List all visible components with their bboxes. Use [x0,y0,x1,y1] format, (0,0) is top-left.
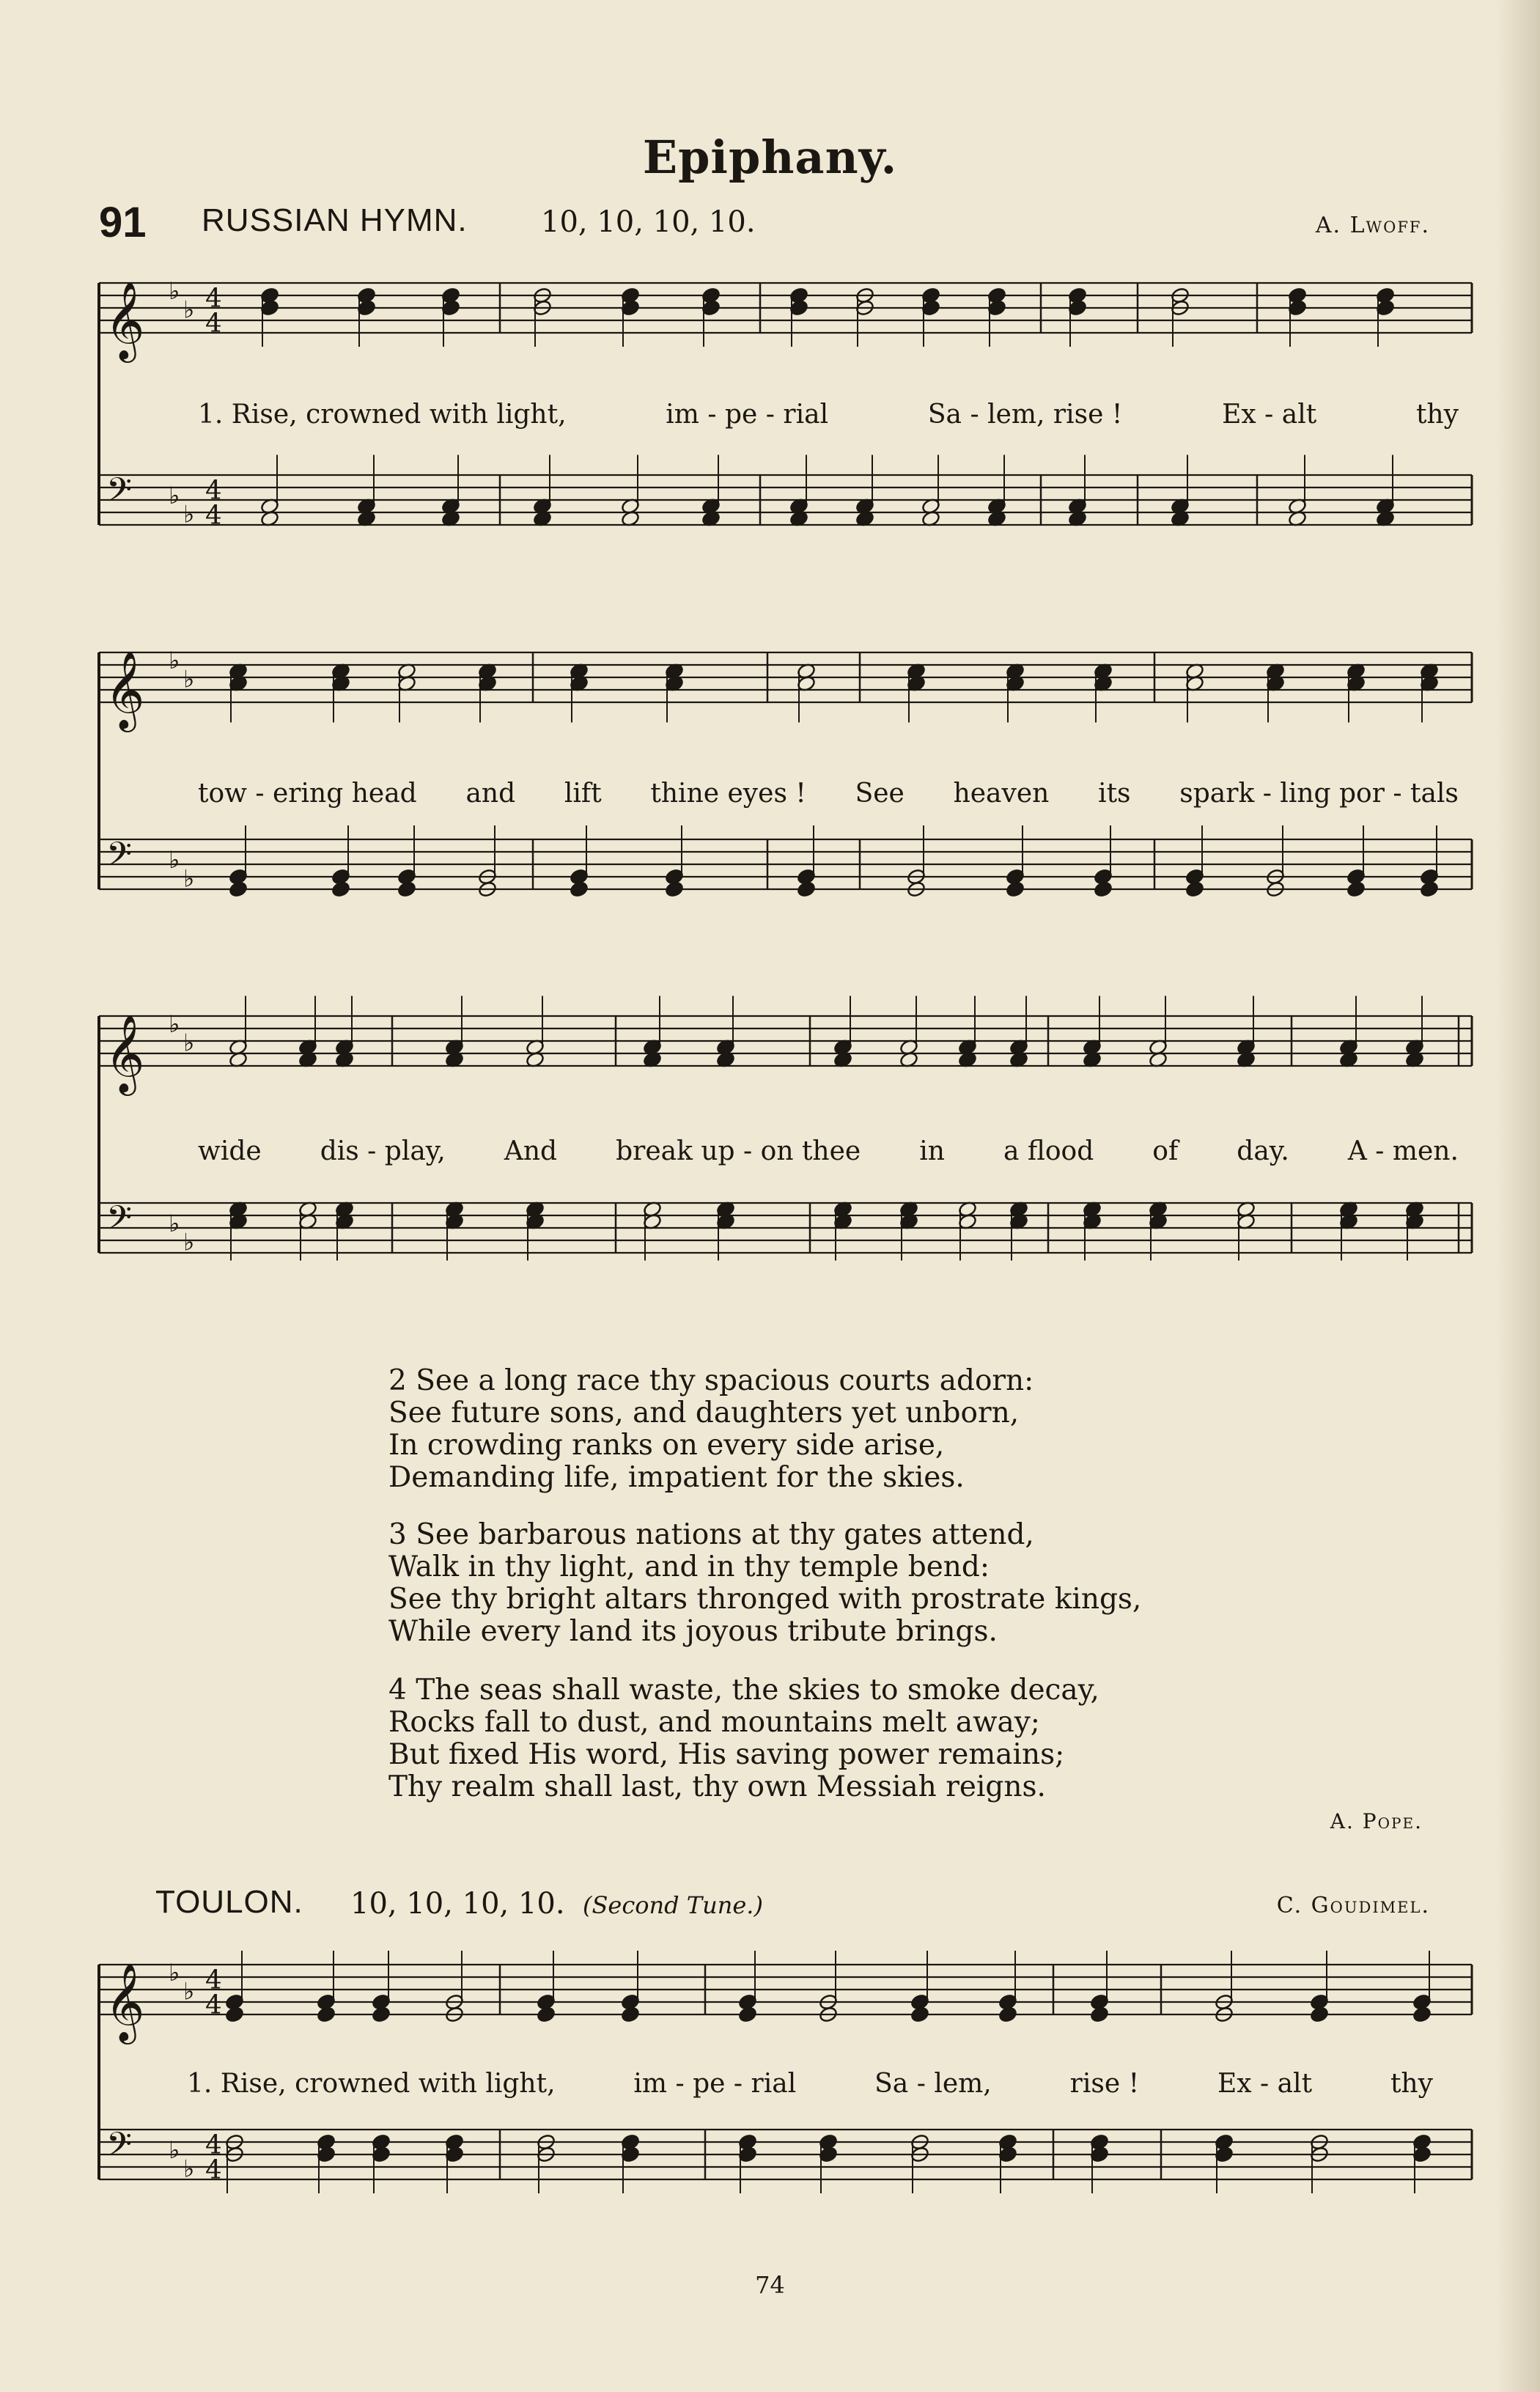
stanza-line: Thy realm shall last, thy own Messiah reigns. [388,1770,1046,1803]
treble-clef-icon: 𝄞 [105,1014,145,1092]
flat-icon: ♭ [169,482,180,510]
time-signature-digit: 4 [205,283,222,314]
meter: 10, 10, 10, 10. [541,205,756,239]
note-head [1412,2006,1432,2023]
second-tune-note: (Second Tune.) [583,1891,763,1919]
note-head [397,880,417,898]
lyric-syllables: thine eyes ! [650,779,806,809]
lyric-syllables: A - men. [1347,1136,1459,1166]
note-head [910,2006,930,2023]
flat-icon: ♭ [169,1210,180,1238]
stanza-line: Demanding life, impatient for the skies. [388,1461,965,1494]
lyric-syllables: rise ! [1069,2069,1140,2099]
note-head [797,880,817,898]
flat-icon: ♭ [183,864,195,893]
page-number: 74 [755,2271,785,2299]
flat-icon: ♭ [169,1959,180,1987]
flat-icon: ♭ [169,2136,180,2165]
flat-icon: ♭ [183,2154,195,2183]
lyric-line-3 [198,1136,1459,1166]
flat-icon: ♭ [169,277,180,306]
lyric-syllables: thy [1390,2069,1433,2099]
lyric-syllables: tow - ering head [198,779,417,809]
time-signature-digit: 4 [205,2130,222,2160]
flat-icon: ♭ [169,1010,180,1039]
stanza-line: In crowding ranks on every side arise, [388,1429,945,1462]
lyric-syllables: im - pe - rial [633,2069,797,2099]
lyric-syllables: Ex - alt [1217,2069,1313,2099]
tune-name: RUSSIAN HYMN. [202,202,468,238]
stanza-line: While every land its joyous tribute brings. [388,1615,998,1648]
lyric-syllables: dis - play, [320,1136,446,1166]
section-title: Epiphany. [642,130,898,184]
lyric-syllables: 1. Rise, crowned with light, [187,2069,556,2099]
time-signature-digit: 4 [205,500,222,531]
lyric-syllables: Ex - alt [1222,400,1317,430]
time-signature-digit: 4 [205,1990,222,2020]
note-head [225,2006,245,2023]
lyric-syllables: thy [1415,400,1459,430]
note-head [1346,880,1366,898]
lyric-syllables: Sa - lem, rise ! [927,400,1123,430]
bass-clef-icon: 𝄢 [106,2125,132,2172]
flat-icon: ♭ [183,1977,195,2006]
lyric-line-1 [198,400,1459,430]
lyric-syllables: Sa - lem, [874,2069,992,2099]
lyric-syllables: lift [564,779,602,809]
note-head [229,880,248,898]
hymn-number: 91 [99,199,147,246]
stanza-line: Rocks fall to dust, and mountains melt away; [388,1706,1040,1739]
treble-clef-icon: 𝄞 [105,281,145,359]
lyric-syllables: And [504,1136,558,1166]
note-head [317,2006,336,2023]
text-author: A. Pope. [1330,1809,1423,1833]
note-head [998,2006,1018,2023]
lyric-syllables: day. [1237,1136,1289,1166]
stanza-2 [388,1365,1034,1494]
bass-clef-icon: 𝄢 [106,835,132,882]
note-head [372,2006,391,2023]
flat-icon: ♭ [183,500,195,529]
treble-clef-icon: 𝄞 [105,650,145,729]
stanza-line: 3 See barbarous nations at thy gates attend, [388,1518,1034,1551]
second-tune-meter: 10, 10, 10, 10. [350,1887,565,1921]
note-head [1420,880,1440,898]
note-head [537,2006,556,2023]
lyric-syllables: and [465,779,516,809]
note-head [1090,2006,1110,2023]
lyric-syllables: 1. Rise, crowned with light, [198,400,567,430]
stanza-line: But fixed His word, His saving power remains; [388,1738,1065,1771]
flat-icon: ♭ [183,1028,195,1057]
note-head [738,2006,758,2023]
lyric-syllables: heaven [953,779,1050,809]
stanza-line: Walk in thy light, and in thy temple bend: [388,1550,990,1583]
lyric-line-2 [198,779,1459,809]
second-tune-name: TOULON. [155,1884,303,1920]
bass-clef-icon: 𝄢 [106,471,132,518]
time-signature-digit: 4 [205,475,222,506]
lyric-syllables: a flood [1003,1136,1094,1166]
treble-clef-icon: 𝄞 [105,1962,145,2041]
stanza-line: 2 See a long race thy spacious courts adorn: [388,1364,1034,1397]
composer: A. Lwoff. [1315,213,1430,238]
bass-clef-icon: 𝄢 [106,1199,132,1245]
time-signature-digit: 4 [205,1965,222,1995]
second-tune-composer: C. Goudimel. [1276,1893,1430,1918]
lyric-syllables: in [919,1136,945,1166]
note-head [1185,880,1205,898]
stanza-3 [388,1519,1141,1648]
flat-icon: ♭ [183,665,195,693]
stanza-4 [388,1674,1099,1803]
note-head [1310,2006,1330,2023]
lyric-syllables: See [855,779,905,809]
note-head [621,2006,641,2023]
note-head [665,880,685,898]
note-head [331,880,351,898]
lyric-syllables: im - pe - rial [666,400,829,430]
lyric-syllables: its [1098,779,1131,809]
flat-icon: ♭ [183,295,195,324]
lyric-syllables: break up - on thee [616,1136,861,1166]
lyric-syllables: spark - ling por - tals [1179,779,1459,809]
flat-icon: ♭ [169,647,180,675]
stanza-line: See future sons, and daughters yet unborn, [388,1396,1020,1429]
flat-icon: ♭ [169,846,180,875]
time-signature-digit: 4 [205,308,222,339]
note-head [570,880,589,898]
note-head [1094,880,1113,898]
stanza-line: 4 The seas shall waste, the skies to smoke decay, [388,1674,1099,1707]
second-tune-lyric-line [187,2069,1433,2099]
time-signature-digit: 4 [205,2154,222,2185]
stanza-line: See thy bright altars thronged with prostrate kings, [388,1583,1142,1616]
flat-icon: ♭ [183,1228,195,1256]
lyric-syllables: of [1152,1136,1179,1166]
lyric-syllables: wide [198,1136,262,1166]
note-head [1006,880,1025,898]
